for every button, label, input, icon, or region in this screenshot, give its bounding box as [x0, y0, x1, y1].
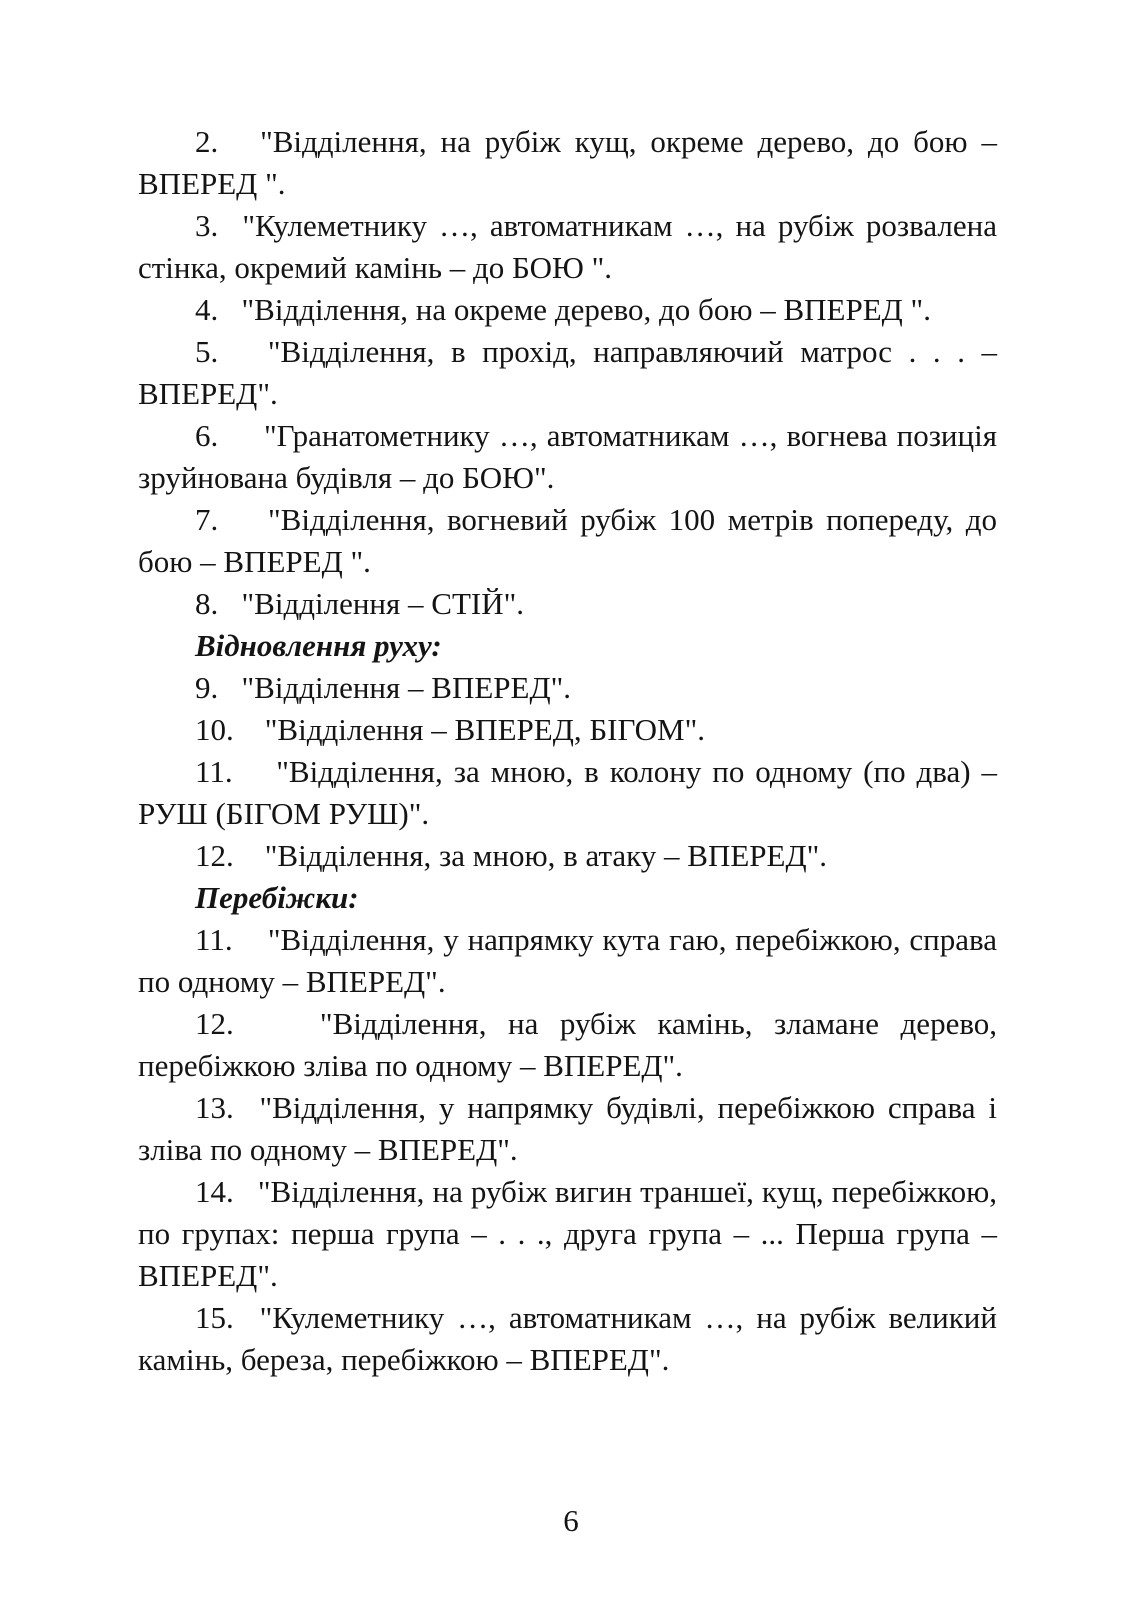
command-item [138, 1087, 997, 1171]
section-heading: Перебіжки: [195, 880, 359, 915]
item-text: "Гранатометнику …, автоматникам …, вогнева позиція зруйнована будівля – до БОЮ". [138, 418, 997, 495]
item-text: "Відділення, у напрямку будівлі, перебіжкою справа і зліва по одному – ВПЕРЕД". [138, 1090, 998, 1167]
command-item [138, 709, 997, 751]
item-text: "Відділення – ВПЕРЕД". [241, 670, 571, 705]
command-item [138, 1003, 997, 1087]
item-number: 11. [195, 754, 233, 789]
item-number: 4. [195, 292, 219, 327]
command-item [138, 289, 997, 331]
item-text: "Відділення, у напрямку кута гаю, перебіжкою, справа по одному – ВПЕРЕД". [138, 922, 997, 999]
item-number: 12. [195, 1006, 234, 1041]
command-item [138, 583, 997, 625]
item-text: "Відділення, в прохід, направляючий матрос . . . – ВПЕРЕД". [138, 334, 997, 411]
command-item [138, 667, 997, 709]
command-item [138, 1297, 997, 1381]
item-text: "Відділення, за мною, в атаку – ВПЕРЕД". [264, 838, 828, 873]
command-item [138, 835, 997, 877]
item-number: 15. [195, 1300, 234, 1335]
item-number: 12. [195, 838, 234, 873]
command-item [138, 1171, 997, 1297]
command-item [138, 919, 997, 1003]
command-item [138, 121, 997, 205]
item-text: "Відділення, вогневий рубіж 100 метрів попереду, до бою – ВПЕРЕД ". [138, 502, 997, 579]
item-text: "Відділення – ВПЕРЕД, БІГОМ". [264, 712, 705, 747]
item-text: "Відділення, на рубіж кущ, окреме дерево, до бою – ВПЕРЕД ". [138, 124, 998, 201]
command-item [138, 751, 997, 835]
item-text: "Кулеметнику …, автоматникам …, на рубіж великий камінь, береза, перебіжкою – ВПЕРЕД". [138, 1300, 997, 1377]
page-number: 6 [563, 1503, 579, 1538]
item-number: 2. [195, 124, 219, 159]
item-text: "Відділення, на рубіж камінь, зламане дерево, перебіжкою зліва по одному – ВПЕРЕД". [138, 1006, 997, 1083]
command-item [138, 415, 997, 499]
item-number: 9. [195, 670, 219, 705]
item-text: "Відділення, на рубіж вигин траншеї, кущ, перебіжкою, по групах: перша група – . . ., друга група – ... Перша група – ВПЕРЕД". [138, 1174, 998, 1293]
item-number: 5. [195, 334, 219, 369]
item-number: 3. [195, 208, 219, 243]
item-text: "Відділення, за мною, в колону по одному (по два) – РУШ (БІГОМ РУШ)". [138, 754, 998, 831]
item-text: "Відділення, на окреме дерево, до бою – ВПЕРЕД ". [241, 292, 931, 327]
item-number: 14. [195, 1174, 234, 1209]
item-text: "Відділення – СТІЙ". [241, 586, 524, 621]
item-number: 13. [195, 1090, 234, 1125]
item-number: 8. [195, 586, 219, 621]
item-number: 7. [195, 502, 219, 537]
item-number: 10. [195, 712, 234, 747]
section-heading: Відновлення руху: [195, 628, 442, 663]
page-content [138, 121, 997, 1381]
item-number: 6. [195, 418, 219, 453]
command-item [138, 499, 997, 583]
item-number: 11. [195, 922, 233, 957]
command-item [138, 205, 997, 289]
item-text: "Кулеметнику …, автоматникам …, на рубіж розвалена стінка, окремий камінь – до БОЮ ". [138, 208, 997, 285]
command-item [138, 331, 997, 415]
